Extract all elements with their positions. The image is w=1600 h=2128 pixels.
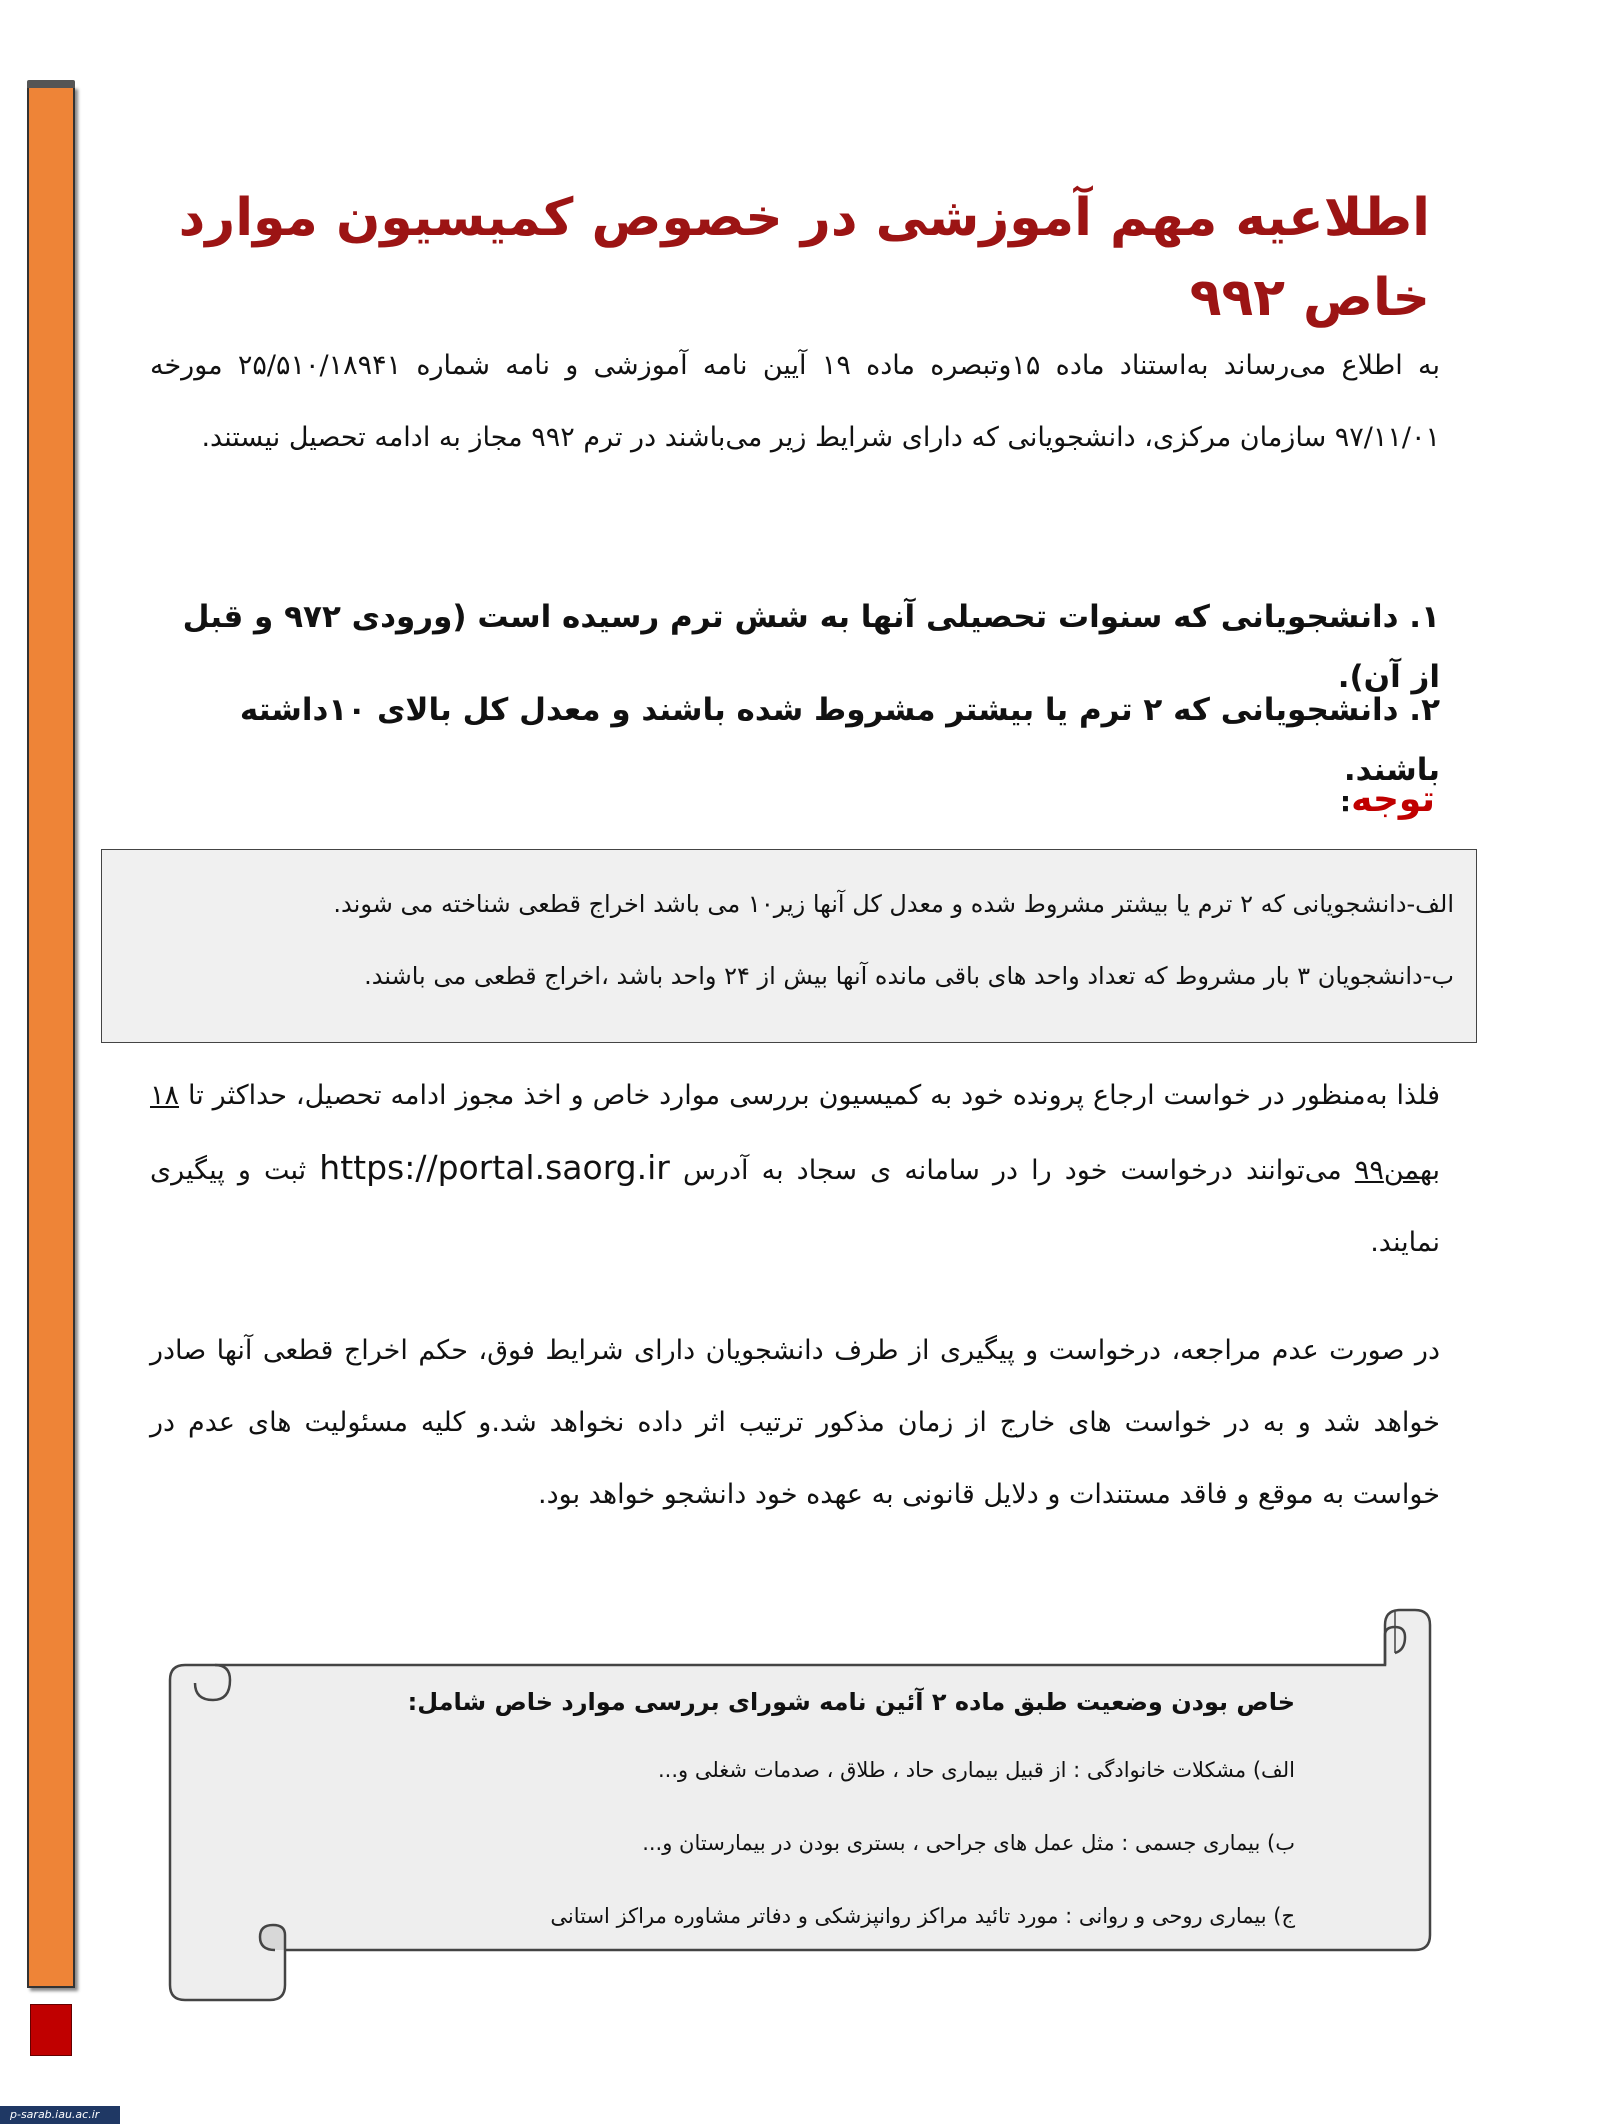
request-paragraph (150, 1060, 1440, 1279)
scroll-banner (155, 1605, 1445, 2005)
page-title: اطلاعیه مهم آموزشی در خصوص کمیسیون موارد خاص ۹۹۲ (178, 188, 1430, 328)
footer-logo: p-sarab.iau.ac.ir (0, 2106, 120, 2124)
deadline-date: ۱۸ بهمن۹۹ (150, 1080, 1440, 1186)
note-label-text: توجه (1351, 779, 1435, 820)
scroll-heading-text: خاص بودن وضعیت طبق ماده ۲ آئین نامه شورای بررسی موارد خاص شامل (417, 1688, 1295, 1716)
scroll-content (275, 1670, 1295, 1953)
request-text-2: می‌توانند درخواست خود را در سامانه ی سجاد به آدرس (669, 1155, 1355, 1186)
note-label (150, 770, 1435, 832)
scroll-heading-colon: : (407, 1688, 418, 1716)
note-line-2: ب-دانشجویان ۳ بار مشروط که تعداد واحد های باقی مانده آنها بیش از ۲۴ واحد باشد ،اخراج قطعی می باشند. (364, 962, 1454, 990)
request-text-1: فلذا به‌منظور در خواست ارجاع پرونده خود به کمیسیون بررسی موارد خاص و اخذ مجوز ادامه تحصیل، حداکثر تا (179, 1080, 1440, 1111)
condition-item-2: ۲. دانشجویانی که ۲ ترم یا بیشتر مشروط شده باشند و معدل کل بالای ۱۰داشته باشند. (239, 692, 1440, 788)
note-label-colon: : (1339, 785, 1352, 818)
condition-item-1: ۱. دانشجویانی که سنوات تحصیلی آنها به شش ترم رسیده است (ورودی ۹۷۲ و قبل از آن). (182, 599, 1440, 695)
note-box (101, 849, 1477, 1043)
request-text-3: ثبت و پیگیری نمایند. (150, 1155, 1440, 1258)
warning-paragraph: در صورت عدم مراجعه، درخواست و پیگیری از طرف دانشجویان دارای شرایط فوق، حکم اخراج قطعی آنها صادر خواهد شد و به در خواست های خارج از زمان مذکور ترتیب اثر داده نخواهد شد.و کلیه مسئولیت های عدم در خواست به موقع و فاقد مستندات و دلایل قانونی به عهده خود دانشجو خواهد بود. (150, 1335, 1440, 1510)
note-line-1: الف-دانشجویانی که ۲ ترم یا بیشتر مشروط شده و معدل کل آنها زیر۱۰ می باشد اخراج قطعی شناخته می شوند. (333, 890, 1454, 918)
scroll-item-1: الف) مشکلات خانوادگی : از قبیل بیماری حاد ، طلاق ، صدمات شغلی و... (658, 1758, 1295, 1782)
red-square-decoration (30, 2004, 72, 2056)
portal-link[interactable]: https://portal.saorg.ir (319, 1148, 670, 1187)
scroll-item-3: ج) بیماری روحی و روانی : مورد تائید مراکز روانپزشکی و دفاتر مشاوره مراکز استانی (550, 1904, 1295, 1928)
intro-paragraph: به اطلاع می‌رساند به‌استناد ماده ۱۵وتبصره ماده ۱۹ آیین نامه آموزشی و نامه شماره ۲۵/۵۱۰/۱۸۹۴۱ مورخه ۹۷/۱۱/۰۱ سازمان مرکزی، دانشجویانی که دارای شرایط زیر می‌باشند در ترم ۹۹۲ مجاز به ادامه تحصیل نیستند. (150, 350, 1440, 453)
scroll-item-2: ب) بیماری جسمی : مثل عمل های جراحی ، بستری بودن در بیمارستان و... (642, 1831, 1295, 1855)
sidebar-decorative-bar (27, 86, 75, 1988)
scroll-heading (275, 1670, 1295, 1734)
